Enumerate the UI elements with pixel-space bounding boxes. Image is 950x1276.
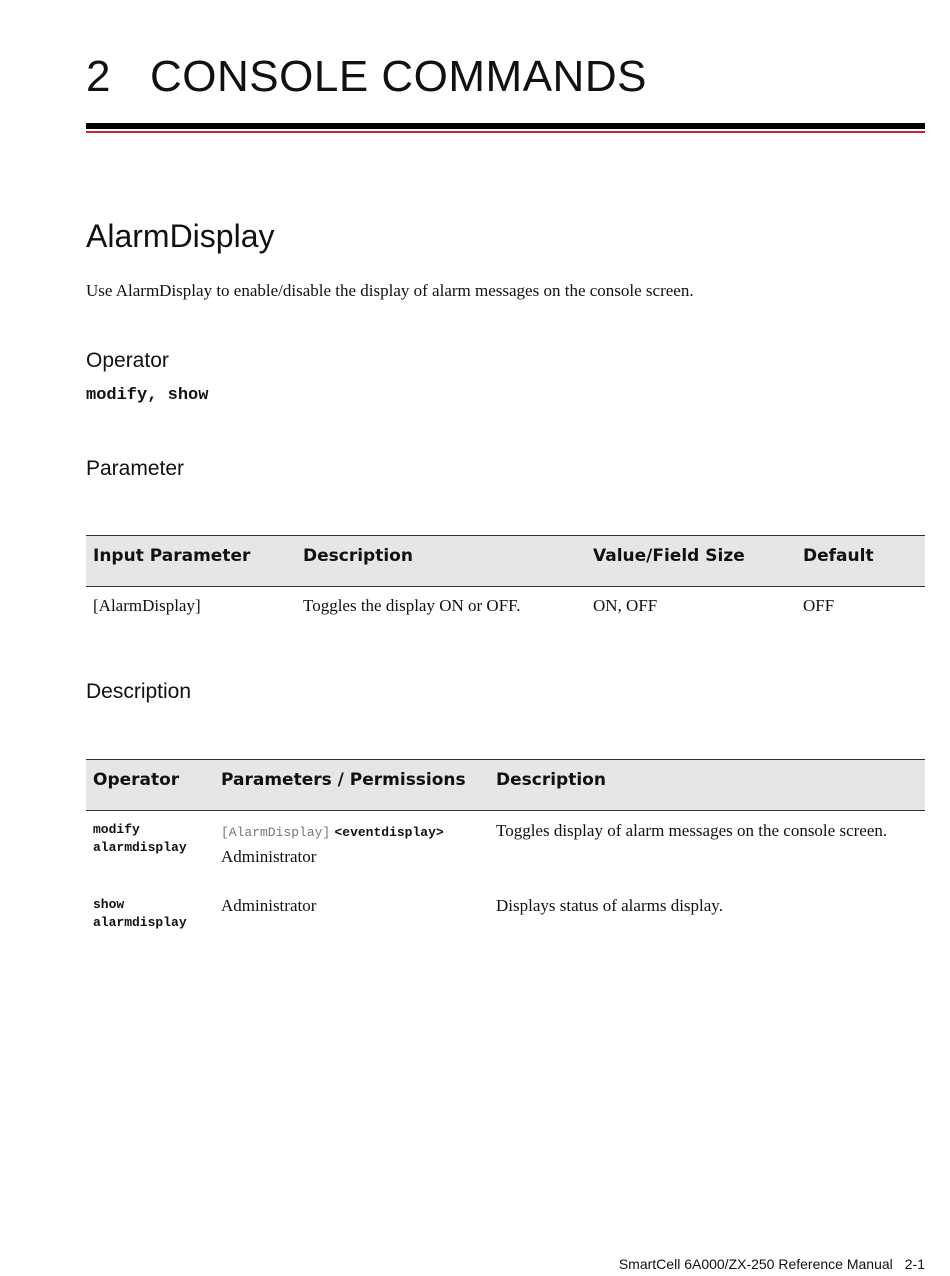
operator-heading: Operator	[86, 349, 169, 372]
operator-object: alarmdisplay	[93, 915, 187, 930]
cell-parameters-permissions	[214, 886, 489, 961]
operator-verb: modify	[93, 822, 140, 837]
description-table-header-row	[86, 760, 925, 811]
cell-operator	[86, 811, 214, 887]
column-header-default: Default	[796, 536, 925, 587]
cell-default: OFF	[803, 596, 835, 615]
optional-parameter: [AlarmDisplay]	[221, 825, 331, 840]
column-header-description: Description	[296, 536, 586, 587]
cell-description: Displays status of alarms display.	[496, 896, 723, 915]
cell-input-parameter: [AlarmDisplay]	[93, 596, 201, 615]
cell-description: Toggles display of alarm messages on the console screen.	[496, 821, 888, 840]
description-table	[86, 759, 925, 961]
page-footer	[619, 1256, 925, 1272]
parameter-heading: Parameter	[86, 457, 185, 480]
chapter-title-text: CONSOLE COMMANDS	[150, 52, 647, 101]
operator-verb: show	[93, 897, 125, 912]
cell-operator	[86, 886, 214, 961]
column-header-operator: Operator	[86, 760, 214, 811]
operator-object: alarmdisplay	[93, 840, 187, 855]
column-header-parameters-permissions: Parameters / Permissions	[214, 760, 489, 811]
chapter-rule-red	[86, 131, 925, 133]
section-title: AlarmDisplay	[86, 218, 275, 254]
column-header-input-parameter: Input Parameter	[86, 536, 296, 587]
operator-list: modify, show	[86, 386, 209, 405]
permission: Administrator	[221, 896, 317, 915]
parameter-table-header-row	[86, 536, 925, 587]
required-parameter: <eventdisplay>	[334, 825, 444, 840]
chapter-number: 2	[86, 52, 111, 101]
chapter-rule-black	[86, 123, 925, 129]
cell-value-field-size: ON, OFF	[593, 596, 658, 615]
footer-manual-title: SmartCell 6A000/ZX-250 Reference Manual	[618, 1256, 893, 1272]
column-header-description: Description	[489, 760, 925, 811]
table-row	[86, 587, 925, 617]
description-heading: Description	[86, 680, 192, 703]
section-intro: Use AlarmDisplay to enable/disable the display of alarm messages on the console screen.	[86, 281, 694, 300]
cell-description: Toggles the display ON or OFF.	[303, 596, 521, 615]
chapter-title	[86, 52, 647, 102]
footer-page-number: 2-1	[904, 1256, 925, 1272]
table-row	[86, 811, 925, 887]
column-header-value-field-size: Value/Field Size	[586, 536, 796, 587]
table-row	[86, 886, 925, 961]
permission: Administrator	[221, 847, 317, 866]
parameter-table	[86, 535, 925, 616]
cell-parameters-permissions	[214, 811, 489, 887]
